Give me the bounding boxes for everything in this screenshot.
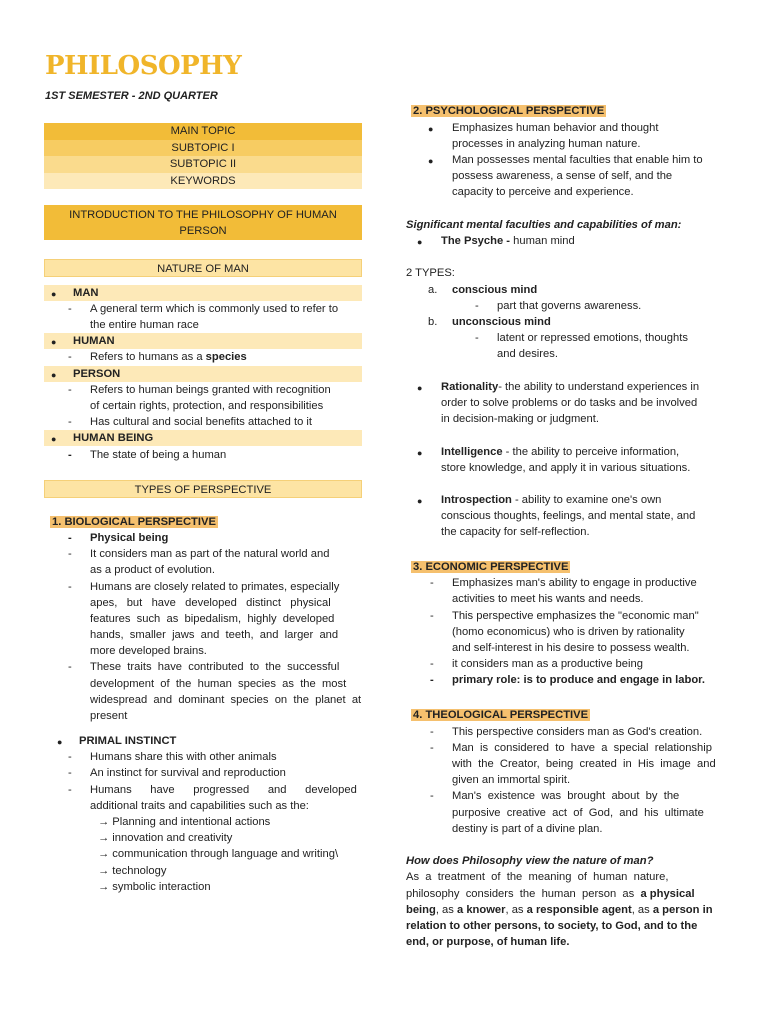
view-text: philosophy considers the human person as a physical (406, 888, 695, 900)
econ-text: activities to meet his wants and needs. (452, 593, 644, 605)
arrow-item: → communication through language and writing\ (98, 848, 339, 860)
dash-icon: - (68, 384, 72, 396)
bullet-icon: ● (51, 434, 57, 444)
bullet-icon: ● (51, 289, 57, 299)
arrow-item: → Planning and intentional actions (98, 816, 271, 828)
page-title: PHILOSOPHY (45, 51, 242, 81)
arrow-item: → technology (98, 865, 167, 877)
types-of-perspective-heading: TYPES OF PERSPECTIVE (44, 480, 362, 498)
view-text: relation to other persons, to society, to God, and to the (406, 920, 698, 932)
legend-subtopic-2: SUBTOPIC II (44, 156, 362, 173)
unconscious-mind-desc: latent or repressed emotions, thoughts (497, 332, 688, 344)
econ-text: and self-interest in his desire to possess wealth. (452, 642, 690, 654)
theological-heading: 4. THEOLOGICAL PERSPECTIVE (413, 709, 589, 721)
bio-text: apes, but have developed distinct physical (90, 597, 331, 609)
psychological-heading: 2. PSYCHOLOGICAL PERSPECTIVE (413, 105, 605, 117)
dash-icon: - (68, 449, 72, 461)
dash-icon: - (68, 303, 72, 315)
term-man: MAN (73, 287, 99, 299)
biological-heading: 1. BIOLOGICAL PERSPECTIVE (52, 516, 216, 528)
econ-text: This perspective emphasizes the "economic man" (452, 610, 699, 622)
bio-text: widespread and dominant species on the planet at (90, 694, 362, 706)
main-topic-line-2: PERSON (179, 225, 227, 238)
unconscious-mind-desc: and desires. (497, 348, 558, 360)
bio-text: It considers man as part of the natural world and (90, 548, 330, 560)
semester-label: 1ST SEMESTER - 2ND QUARTER (45, 90, 218, 102)
color-legend (44, 123, 362, 189)
unconscious-mind: unconscious mind (452, 316, 551, 328)
bullet-icon: ● (57, 737, 63, 747)
bio-text: Humans are closely related to primates, especially (90, 581, 340, 593)
term-person: PERSON (73, 368, 121, 380)
theo-text: given an immortal spirit. (452, 774, 571, 786)
bio-text: as a product of evolution. (90, 564, 216, 576)
arrow-item: → innovation and creativity (98, 832, 233, 844)
theo-text: This perspective considers man as God's creation. (452, 726, 703, 738)
primal-text: An instinct for survival and reproduction (90, 767, 286, 779)
term-human: HUMAN (73, 335, 115, 347)
bullet-icon: ● (417, 496, 423, 506)
bullet-icon: ● (428, 156, 434, 166)
human-being-definition: The state of being a human (90, 449, 227, 461)
bio-text: more developed brains. (90, 645, 207, 657)
term-human-being: HUMAN BEING (73, 432, 154, 444)
rationality-item: Rationality- the ability to understand experiences in (441, 381, 700, 393)
psyche-item: The Psyche - human mind (441, 235, 575, 247)
introspection-item: Introspection - ability to examine one's own (441, 494, 662, 506)
legend-subtopic-1: SUBTOPIC I (44, 140, 362, 157)
psych-text: Man possesses mental faculties that enable him to (452, 154, 703, 166)
man-definition-1: A general term which is commonly used to refer to (90, 303, 339, 315)
rationality-text: order to solve problems or do tasks and be involved (441, 397, 698, 409)
conscious-mind: conscious mind (452, 284, 538, 296)
econ-text: (homo economicus) who is driven by rationality (452, 626, 685, 638)
main-topic-banner (44, 205, 362, 240)
bio-text: development of the human species as the most (90, 678, 347, 690)
dash-icon: - (430, 610, 434, 622)
intelligence-text: store knowledge, and apply it in various situations. (441, 462, 691, 474)
dash-icon: - (475, 300, 479, 312)
economic-heading: 3. ECONOMIC PERSPECTIVE (413, 561, 569, 573)
primal-instinct-heading: PRIMAL INSTINCT (79, 735, 177, 747)
psych-text: Emphasizes human behavior and thought (452, 122, 659, 134)
dash-icon: - (68, 532, 72, 544)
dash-icon: - (68, 351, 72, 363)
legend-main-topic: MAIN TOPIC (44, 123, 362, 140)
bullet-icon: ● (51, 337, 57, 347)
dash-icon: - (68, 416, 72, 428)
theo-text: purposive creative act of God, and his ultimate (452, 807, 704, 819)
view-text: As a treatment of the meaning of human nature, (406, 871, 669, 883)
econ-text: Emphasizes man's ability to engage in productive (452, 577, 697, 589)
theo-text: Man's existence was brought about by the (452, 790, 680, 802)
dash-icon: - (430, 674, 434, 686)
primal-text: Humans share this with other animals (90, 751, 277, 763)
dash-icon: - (68, 548, 72, 560)
dash-icon: - (68, 661, 72, 673)
dash-icon: - (430, 790, 434, 802)
view-text: end, or purpose, of human life. (406, 936, 570, 948)
bullet-icon: ● (417, 383, 423, 393)
person-definition-2: of certain rights, protection, and responsibilities (90, 400, 324, 412)
bullet-icon: ● (417, 448, 423, 458)
dash-icon: - (68, 767, 72, 779)
dash-icon: - (68, 751, 72, 763)
bio-text: features such as bipedalism, highly developed (90, 613, 335, 625)
theo-text: destiny is part of a divine plan. (452, 823, 603, 835)
econ-text: it considers man as a productive being (452, 658, 643, 670)
main-topic-line-1: INTRODUCTION TO THE PHILOSOPHY OF HUMAN (69, 209, 337, 221)
econ-primary-role: primary role: is to produce and engage in labor. (452, 674, 706, 686)
theo-text: Man is considered to have a special relationship (452, 742, 712, 754)
dash-icon: - (430, 658, 434, 670)
dash-icon: - (430, 726, 434, 738)
man-definition-2: the entire human race (90, 319, 199, 331)
list-marker-a: a. (428, 284, 438, 296)
primal-text: Humans have progressed and developed (90, 784, 357, 796)
dash-icon: - (430, 742, 434, 754)
introspection-text: the capacity for self-reflection. (441, 526, 590, 538)
rationality-text: in decision-making or judgment. (441, 413, 599, 425)
bullet-icon: ● (51, 370, 57, 380)
human-definition: Refers to humans as a species (90, 351, 247, 363)
bio-text: These traits have contributed to the successful (90, 661, 340, 673)
two-types-label: 2 TYPES: (406, 267, 455, 279)
bio-physical-being: Physical being (90, 532, 169, 544)
psych-text: processes in analyzing human nature. (452, 138, 641, 150)
dash-icon: - (430, 577, 434, 589)
dash-icon: - (475, 332, 479, 344)
theo-text: with the Creator, being created in His image and (452, 758, 716, 770)
bio-text: present (90, 710, 128, 722)
faculties-heading: Significant mental faculties and capabilities of man: (406, 219, 682, 231)
legend-keywords: KEYWORDS (44, 173, 362, 190)
person-definition-1: Refers to human beings granted with recognition (90, 384, 331, 396)
list-marker-b: b. (428, 316, 438, 328)
introspection-text: conscious thoughts, feelings, and mental state, and (441, 510, 696, 522)
person-definition-3: Has cultural and social benefits attached to it (90, 416, 313, 428)
philosophy-view-heading: How does Philosophy view the nature of man? (406, 855, 654, 867)
dash-icon: - (68, 581, 72, 593)
bullet-icon: ● (428, 124, 434, 134)
dash-icon: - (68, 784, 72, 796)
conscious-mind-desc: part that governs awareness. (497, 300, 642, 312)
bio-text: hands, smaller jaws and teeth, and larger and (90, 629, 339, 641)
arrow-item: → symbolic interaction (98, 881, 211, 893)
view-text: being, as a knower, as a responsible agent, as a person in (406, 904, 713, 916)
intelligence-item: Intelligence - the ability to perceive information, (441, 446, 680, 458)
primal-text: additional traits and capabilities such as the: (90, 800, 309, 812)
psych-text: possess awareness, a sense of self, and the (452, 170, 673, 182)
psych-text: capacity to perceive and experience. (452, 186, 634, 198)
bullet-icon: ● (417, 237, 423, 247)
nature-of-man-heading: NATURE OF MAN (44, 259, 362, 277)
